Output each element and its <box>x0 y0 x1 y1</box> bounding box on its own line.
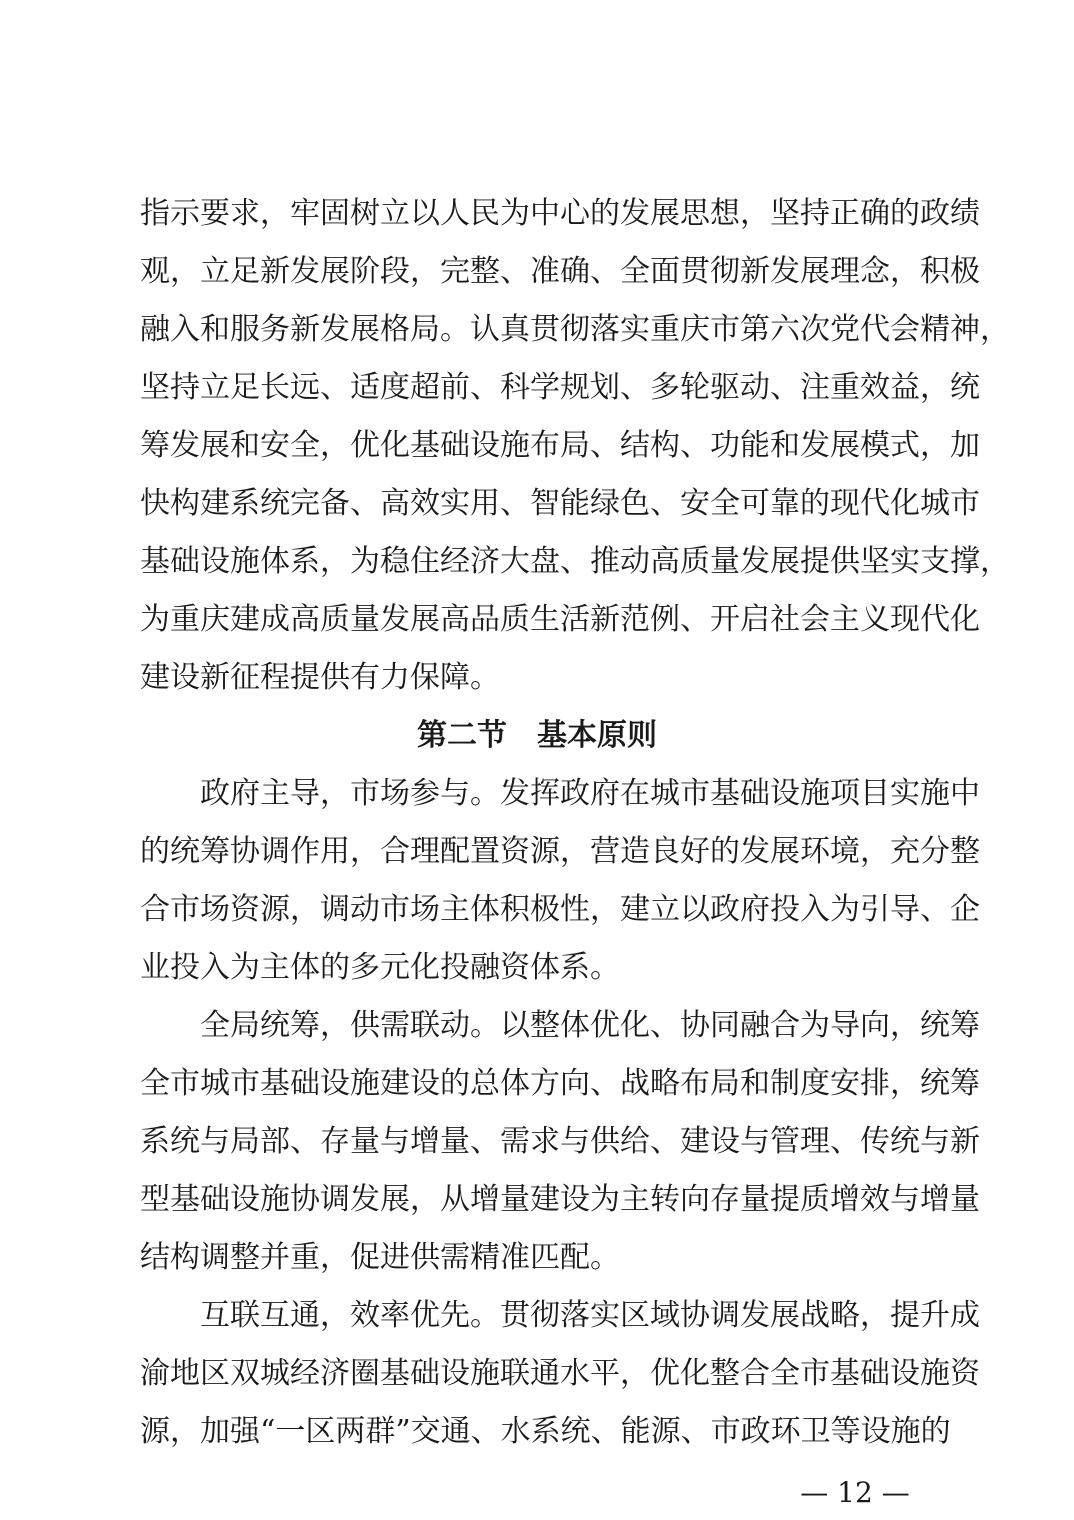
paragraph-line: 指示要求，牢固树立以人民为中心的发展思想，坚持正确的政绩 <box>140 196 980 231</box>
paragraph-line: 的统筹协调作用，合理配置资源，营造良好的发展环境，充分整 <box>140 834 980 869</box>
paragraph-line: 系统与局部、存量与增量、需求与供给、建设与管理、传统与新 <box>140 1124 980 1159</box>
paragraph-line: 合市场资源，调动市场主体积极性，建立以政府投入为引导、企 <box>140 892 980 927</box>
paragraph-line: 融入和服务新发展格局。认真贯彻落实重庆市第六次党代会精神， <box>140 312 1010 347</box>
paragraph-line: 筹发展和安全，优化基础设施布局、结构、功能和发展模式，加 <box>140 428 980 463</box>
paragraph-line: 结构调整并重，促进供需精准匹配。 <box>140 1240 620 1275</box>
paragraph-line: 政府主导，市场参与。发挥政府在城市基础设施项目实施中 <box>200 776 980 811</box>
paragraph-line: 全局统筹，供需联动。以整体优化、协同融合为导向，统筹 <box>200 1008 980 1043</box>
paragraph-line: 快构建系统完备、高效实用、智能绿色、安全可靠的现代化城市 <box>140 486 980 521</box>
paragraph-line: 观，立足新发展阶段，完整、准确、全面贯彻新发展理念，积极 <box>140 254 980 289</box>
paragraph-line: 互联互通，效率优先。贯彻落实区域协调发展战略，提升成 <box>200 1298 980 1333</box>
paragraph-line: 基础设施体系，为稳住经济大盘、推动高质量发展提供坚实支撑， <box>140 544 1010 579</box>
page-number: — 12 — <box>800 1476 910 1509</box>
paragraph-line: 型基础设施协调发展，从增量建设为主转向存量提质增效与增量 <box>140 1182 980 1217</box>
section-heading: 第二节 基本原则 <box>417 718 657 753</box>
paragraph-line: 业投入为主体的多元化投融资体系。 <box>140 950 620 985</box>
paragraph-line: 全市城市基础设施建设的总体方向、战略布局和制度安排，统筹 <box>140 1066 980 1101</box>
paragraph-line: 源，加强“一区两群”交通、水系统、能源、市政环卫等设施的 <box>140 1414 951 1449</box>
paragraph-line: 建设新征程提供有力保障。 <box>140 660 500 695</box>
paragraph-line: 坚持立足长远、适度超前、科学规划、多轮驱动、注重效益，统 <box>140 370 980 405</box>
paragraph-line: 渝地区双城经济圈基础设施联通水平，优化整合全市基础设施资 <box>140 1356 980 1391</box>
paragraph-line: 为重庆建成高质量发展高品质生活新范例、开启社会主义现代化 <box>140 602 980 637</box>
